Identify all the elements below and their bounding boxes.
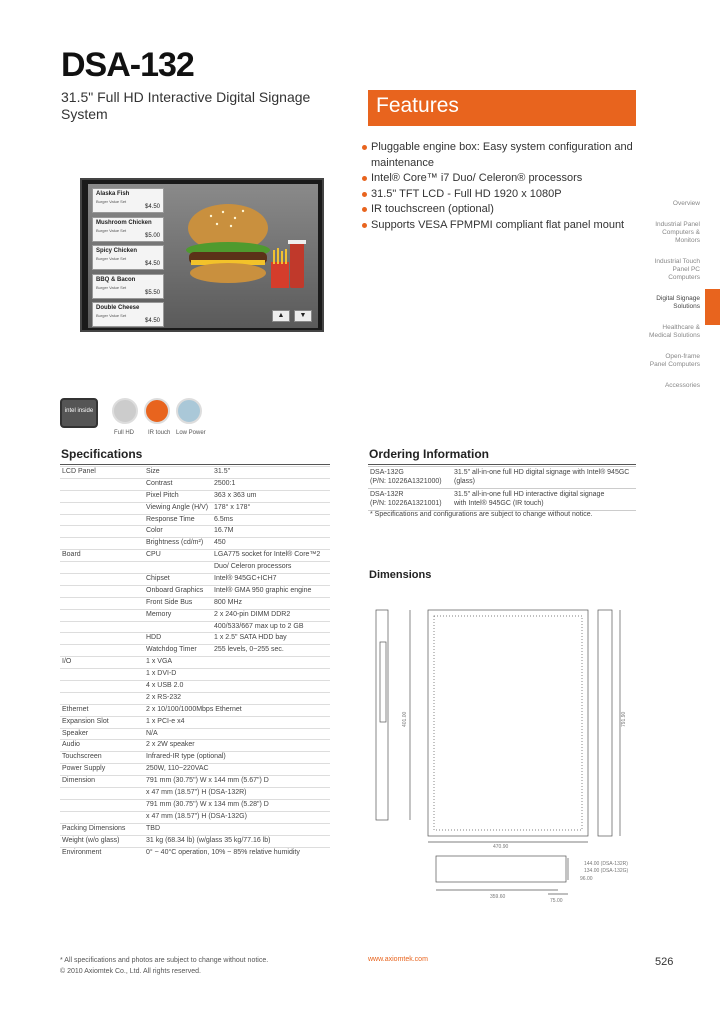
order-desc2: with Intel® 945GC (IR touch) (454, 500, 544, 507)
features-list (360, 140, 650, 233)
spec-cell: Onboard Graphics (146, 586, 204, 594)
order-pn2: (P/N: 10226A1321001) (370, 500, 442, 507)
spec-cell: Memory (146, 610, 172, 618)
order-pn2: (P/N: 10226A1321000) (370, 478, 442, 485)
spec-cell: Intel® GMA 950 graphic engine (214, 586, 312, 594)
menu-item-name: Mushroom Chicken (96, 219, 152, 226)
menu-item-sub: Burger Value Set (96, 256, 127, 261)
spec-cell: 1 x VGA (146, 658, 173, 666)
spec-row (60, 668, 330, 680)
spec-cell: Viewing Angle (H/V) (146, 503, 209, 511)
spec-cell: I/O (62, 658, 72, 666)
next-button[interactable]: ▼ (294, 310, 312, 322)
dim-d5: 75.00 (550, 898, 563, 904)
order-desc2: (glass) (454, 478, 476, 485)
spec-cell: TBD (146, 824, 160, 832)
menu-item-sub: Burger Value Set (96, 199, 127, 204)
spec-row (60, 739, 330, 751)
menu-item-sub: Burger Value Set (96, 313, 127, 318)
order-row (368, 466, 636, 488)
spec-cell: Audio (62, 741, 80, 749)
menu-item-price: $5.00 (144, 232, 160, 239)
spec-row (60, 490, 330, 502)
spec-cell: Weight (w/o glass) (62, 836, 120, 844)
spec-row (60, 585, 330, 597)
spec-row (60, 525, 330, 537)
order-desc: 31.5" all-in-one full HD digital signage with Intel® 945GC (454, 469, 630, 476)
spec-cell: 791 mm (30.75") W x 144 mm (5.67") D (146, 777, 269, 785)
menu-item (92, 245, 164, 270)
spec-row (60, 775, 330, 787)
spec-cell: x 47 mm (18.57") H (DSA-132R) (146, 789, 247, 797)
spec-cell: 178° x 178° (214, 503, 251, 511)
spec-cell: 0° ~ 40°C operation, 10% ~ 85% relative humidity (146, 848, 300, 856)
spec-row (60, 632, 330, 644)
menu-item-price: $5.50 (144, 289, 160, 296)
specifications-heading: Specifications (61, 447, 143, 461)
spec-cell: Duo/ Celeron processors (214, 563, 292, 571)
spec-row (60, 680, 330, 692)
dim-height: 791.90 (621, 711, 627, 727)
spec-cell: Ethernet (62, 705, 89, 713)
order-row (368, 488, 636, 510)
product-image (80, 178, 324, 332)
spec-cell: Response Time (146, 515, 195, 523)
side-navigation (648, 200, 700, 403)
spec-row (60, 763, 330, 775)
spec-cell: 2 x RS-232 (146, 693, 182, 701)
menu-item-name: BBQ & Bacon (96, 276, 136, 283)
spec-cell: Dimension (62, 777, 96, 785)
spec-row (60, 823, 330, 835)
spec-cell: Pixel Pitch (146, 491, 179, 499)
menu-item-sub: Burger Value Set (96, 284, 127, 290)
spec-row (60, 799, 330, 811)
section-tab (705, 289, 720, 325)
spec-cell: Board (62, 551, 81, 559)
spec-cell: Size (146, 468, 160, 475)
fries-drink-illustration (268, 234, 308, 294)
spec-cell: 1 x 2.5" SATA HDD bay (214, 634, 287, 642)
spec-cell: HDD (146, 634, 162, 642)
spec-cell: 791 mm (30.75") W x 134 mm (5.28") D (146, 800, 269, 808)
spec-cell: 400/533/667 max up to 2 GB (214, 622, 304, 630)
menu-item (92, 217, 164, 242)
sidenav-item[interactable]: Industrial Panel Computers & Monitors (655, 221, 700, 244)
order-note: * Specifications and configurations are subject to change without notice. (368, 510, 636, 522)
hd-label: Full HD (114, 430, 135, 436)
spec-cell: Packing Dimensions (62, 824, 126, 832)
spec-cell: Brightness (cd/m²) (146, 539, 204, 547)
website-link[interactable]: www.axiomtek.com (368, 956, 428, 963)
spec-cell: 2500:1 (214, 479, 236, 487)
spec-row (60, 478, 330, 490)
menu-item-name: Alaska Fish (96, 191, 130, 197)
spec-rule (60, 464, 330, 465)
spec-cell: 363 x 363 um (214, 491, 257, 499)
spec-row (60, 787, 330, 799)
menu-item-price: $4.50 (144, 261, 160, 267)
spec-cell: 250W, 110~220VAC (146, 765, 209, 773)
spec-cell: 450 (214, 539, 226, 547)
feature-item: IR touchscreen (optional) (360, 202, 650, 218)
spec-row (60, 692, 330, 704)
dim-h2: 401.00 (402, 711, 408, 727)
order-table (368, 466, 636, 522)
low-power-icon (176, 398, 202, 424)
spec-cell: 31.5" (214, 468, 231, 475)
feature-item: Supports VESA FPMPMI compliant flat panel mount (360, 218, 650, 234)
spec-cell: Chipset (146, 575, 170, 583)
spec-cell: Environment (62, 848, 102, 856)
spec-cell: Watchdog Timer (146, 646, 197, 654)
spec-row (60, 514, 330, 526)
menu-item-name: Spicy Chicken (96, 248, 138, 254)
screen-content (88, 184, 318, 328)
spec-row (60, 537, 330, 549)
feature-item: Pluggable engine box: Easy system configuration and maintenance (360, 140, 650, 171)
spec-cell: 800 MHz (214, 598, 243, 606)
spec-cell: 6.5ms (214, 515, 234, 523)
footnote (60, 955, 268, 977)
spec-row (60, 573, 330, 585)
spec-cell: 2 x 240-pin DIMM DDR2 (214, 610, 291, 618)
spec-cell: 31 kg (68.34 lb) (w/glass 35 kg/77.16 lb) (146, 836, 271, 844)
spec-cell: CPU (146, 551, 161, 559)
spec-cell: Color (146, 527, 163, 535)
footnote-line-1: * All specifications and photos are subject to change without notice. (60, 957, 269, 964)
dim-d3: 134.00 (DSA-132G) (584, 868, 629, 874)
spec-row (60, 847, 330, 859)
spec-row (60, 716, 330, 728)
features-header-label: Features (376, 94, 459, 117)
ir-label: IR touch (148, 430, 171, 436)
ordering-heading: Ordering Information (369, 447, 489, 461)
spec-cell: 2 x 10/100/1000Mbps Ethernet (146, 705, 242, 713)
product-subtitle: 31.5" Full HD Interactive Digital Signage System (61, 89, 311, 122)
dim-d2: 144.00 (DSA-132R) (584, 861, 628, 867)
dim-depth: 96.00 (580, 876, 593, 882)
spec-row (60, 656, 330, 668)
spec-cell: Front Side Bus (146, 598, 193, 606)
burger-illustration (183, 198, 273, 293)
spec-row (60, 609, 330, 621)
spec-row (60, 728, 330, 740)
spec-row (60, 835, 330, 847)
spec-row (60, 466, 330, 478)
sidenav-item[interactable]: Healthcare & Medical Solutions (649, 324, 700, 339)
spec-cell: x 47 mm (18.57") H (DSA-132G) (146, 812, 247, 820)
dim-width: 470.90 (493, 844, 509, 850)
spec-cell: Touchscreen (62, 753, 102, 761)
menu-item (92, 274, 164, 299)
spec-cell: Power Supply (62, 765, 106, 773)
features-header (368, 90, 636, 126)
menu-item-price: $4.50 (144, 204, 160, 210)
menu-item (92, 302, 164, 327)
dim-d4: 359.60 (490, 894, 506, 900)
spec-cell: 1 x DVI-D (146, 670, 177, 678)
spec-row (60, 621, 330, 633)
intel-inside-logo: intel inside (60, 398, 98, 428)
low-power-label: Low Power (176, 430, 206, 436)
feature-item: Intel® Core™ i7 Duo/ Celeron® processors (360, 171, 650, 187)
dimension-drawing (368, 592, 643, 912)
spec-row (60, 704, 330, 716)
spec-cell: LCD Panel (62, 468, 96, 475)
dimensions-heading: Dimensions (369, 569, 432, 581)
hd-icon (112, 398, 138, 424)
prev-button[interactable]: ▲ (272, 310, 290, 322)
spec-cell: 4 x USB 2.0 (146, 682, 184, 690)
footnote-line-2: © 2010 Axiomtek Co., Ltd. All rights reserved. (60, 968, 201, 975)
sidenav-item[interactable]: Overview (672, 200, 700, 207)
spec-cell: 16.7M (214, 527, 234, 535)
spec-row (60, 561, 330, 573)
spec-cell: Contrast (146, 479, 173, 487)
spec-cell: 2 x 2W speaker (146, 741, 195, 749)
spec-row (60, 751, 330, 763)
spec-row (60, 811, 330, 823)
spec-cell: 1 x PCI-e x4 (146, 717, 185, 725)
sidenav-item[interactable]: Open-frame Panel Computers (649, 353, 700, 368)
spec-row (60, 502, 330, 514)
order-desc: 31.5" all-in-one full HD interactive digital signage (454, 491, 605, 498)
spec-cell: N/A (146, 729, 158, 737)
sidenav-item[interactable]: Digital Signage Solutions (656, 295, 700, 310)
spec-table (60, 466, 330, 858)
feature-item: 31.5" TFT LCD - Full HD 1920 x 1080P (360, 187, 650, 203)
spec-row (60, 597, 330, 609)
spec-cell: Intel® 945GC+ICH7 (214, 575, 277, 583)
ir-touch-icon (144, 398, 170, 424)
order-pn: DSA-132G (370, 469, 404, 476)
page-number: 526 (655, 956, 674, 968)
order-pn: DSA-132R (370, 491, 404, 498)
spec-cell: Speaker (62, 729, 89, 737)
spec-cell: Expansion Slot (62, 717, 109, 725)
menu-item-name: Double Cheese (96, 305, 140, 311)
menu-item-sub: Burger Value Set (96, 227, 127, 233)
spec-cell: 255 levels, 0~255 sec. (214, 646, 284, 654)
product-title: DSA-132 (61, 46, 194, 84)
order-rule (368, 464, 636, 465)
spec-row (60, 549, 330, 561)
sidenav-item[interactable]: Accessories (664, 382, 700, 389)
spec-cell: LGA775 socket for Intel® Core™2 (214, 551, 321, 559)
spec-cell: Infrared-IR type (optional) (146, 753, 226, 761)
spec-row (60, 644, 330, 656)
menu-item (92, 188, 164, 213)
sidenav-item[interactable]: Industrial Touch Panel PC Computers (654, 258, 700, 281)
menu-item-price: $4.50 (144, 318, 160, 324)
